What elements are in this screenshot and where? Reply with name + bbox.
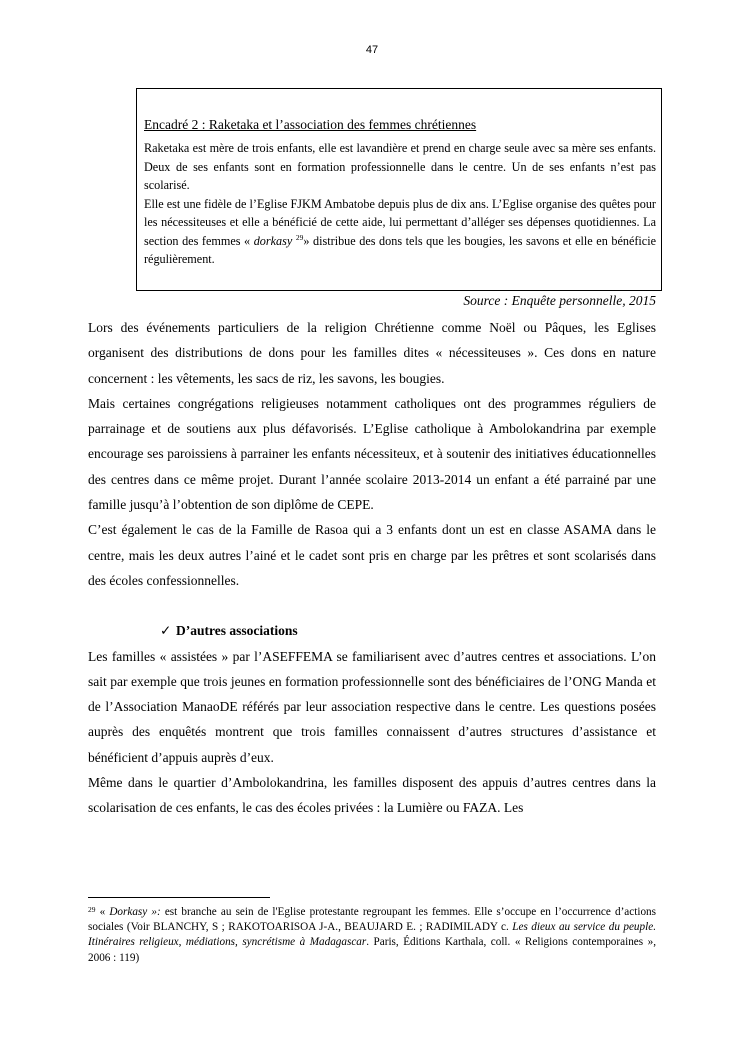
footnote-29 — [88, 905, 656, 966]
encadre-paragraph-2 — [144, 195, 656, 269]
encadre-p2-text: Elle est une fidèle de l’Eglise FJKM Ambatobe depuis plus de dix ans. L’Eglise organise des quêtes pour les nécessiteuses et elle a bénéficié de cette aide, lui permettant d’alléger ses dépenses quotidiennes. La section des femmes « — [144, 196, 656, 248]
encadre-dorkasy-term: dorkasy — [253, 233, 293, 248]
encadre-title: Encadré 2 : Raketaka et l’association des femmes chrétiennes — [144, 117, 477, 132]
section-subheading — [88, 618, 656, 643]
encadre-box — [136, 88, 662, 291]
encadre-paragraph-1: Raketaka est mère de trois enfants, elle est lavandière et prend en charge seule avec sa mère ses enfants. Deux de ses enfants sont en formation professionnelle dans le centre. Un de ses enfants n’est pas scolarisé. — [144, 141, 656, 192]
footnote-text-1: est branche au sein de l'Eglise protestante regroupant les femmes. Elle s’occupe en l’occurrence d’actions sociales (Voir BLANCHY, S ; RAKOTOARISOA J-A., BEAUJARD E. ; RADIMILADY c. — [88, 906, 656, 934]
paragraph-5: Même dans le quartier d’Ambolokandrina, les familles disposent des appuis d’autres centres dans la scolarisation de ces enfants, le cas des écoles privées : la Lumière ou FAZA. Les — [88, 775, 656, 816]
paragraph-2: Mais certaines congrégations religieuses notamment catholiques ont des programmes réguliers de parrainage et de soutiens aux plus défavorisés. L’Eglise catholique à Ambolokandrina par exemple encourage ses paroissiens à parrainer les enfants nécessiteux, et à soutenir des initiatives éducationnelles des centres dans ce même projet. Durant l’année scolaire 2013-2014 un enfant a été parrainé par une famille jusqu’à l’obtention de son diplôme de CEPE. — [88, 395, 656, 513]
footnote-book-title: Les dieux au service du peuple. Itinéraires religieux, médiations, syncrétisme à Madagascar — [88, 921, 656, 949]
paragraph-1: Lors des événements particuliers de la religion Chrétienne comme Noël ou Pâques, les Eglises organisent des distributions de dons pour les familles dites « nécessiteuses ». Ces dons en nature concernent : les vêtements, les sacs de riz, les savons, les bougies. — [88, 320, 656, 386]
source-line: Source : Enquête personnelle, 2015 — [463, 293, 656, 308]
footnote-separator — [88, 897, 270, 898]
encadre-p2-text-end: » distribue des dons tels que les bougies, les savons et elle en bénéficie régulièrement. — [144, 233, 657, 266]
footnote-number: 29 — [88, 905, 96, 914]
page-number: 47 — [365, 44, 379, 56]
paragraph-3: C’est également le cas de la Famille de Rasoa qui a 3 enfants dont un est en classe ASAMA dans le centre, mais les deux autres l’ainé et le cadet sont pris en charge par les prêtres et sont scolarisés dans des écoles confessionnelles. — [88, 522, 656, 588]
subheading-text: D’autres associations — [176, 623, 298, 639]
paragraph-4: Les familles « assistées » par l’ASEFFEMA se familiarisent avec d’autres centres et associations. L’on sait par exemple que trois jeunes en formation professionnelle sont des bénéficiaires de l’ONG Manda et de l’Association ManaoDE référés par leur association respective dans le centre. Les questions posées auprès des enquêtés montrent que trois familles connaissent d’autres structures d’assistance et bénéficient d’appuis auprès d’eux. — [88, 648, 656, 765]
footnote-text-2: . Paris, Éditions Karthala, coll. « Religions contemporaines », 2006 : 119) — [88, 936, 656, 964]
body-text — [88, 315, 656, 821]
footnote-term: Dorkasy »: — [109, 906, 161, 918]
footnote-ref-29[interactable]: 29 — [295, 232, 304, 242]
checkmark-icon: ✓ — [160, 623, 172, 639]
footnote-open-quote: « — [95, 906, 110, 918]
encadre-body — [144, 139, 656, 269]
